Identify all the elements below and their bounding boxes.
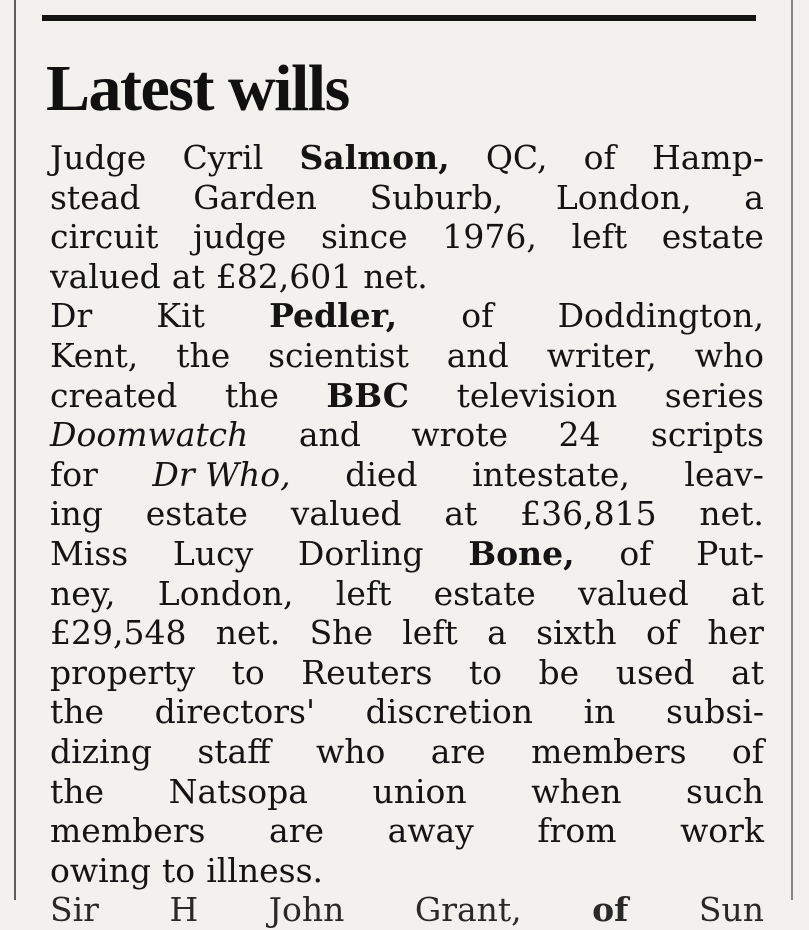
- headline: Latest wills: [46, 52, 349, 125]
- text-line: [50, 376, 764, 416]
- word: created: [50, 375, 178, 415]
- word: dizing: [50, 731, 152, 771]
- word: Suburb,: [369, 177, 504, 217]
- word: Sun: [698, 890, 764, 930]
- word: a: [487, 613, 507, 653]
- word: at: [731, 652, 764, 692]
- text-line: [50, 534, 764, 574]
- word: to: [231, 652, 265, 692]
- word: wrote: [411, 415, 509, 455]
- word: to: [162, 850, 196, 890]
- text-line: [50, 178, 764, 218]
- word: Grant,: [414, 890, 522, 930]
- word: owing: [50, 850, 152, 890]
- text-line: [50, 494, 764, 534]
- word: leav-: [684, 454, 764, 494]
- word: are: [269, 811, 325, 851]
- word: subsi-: [666, 692, 764, 732]
- word: Kent,: [50, 335, 139, 375]
- word: H: [169, 890, 199, 930]
- text-line: [50, 336, 764, 376]
- word: Cyril: [182, 138, 264, 177]
- word: and: [298, 415, 361, 455]
- word: Dr: [50, 296, 93, 336]
- word: Bone,: [468, 533, 575, 573]
- word: Garden: [193, 177, 317, 217]
- word: Natsopa: [168, 771, 308, 811]
- word: net.: [699, 494, 764, 534]
- word: £29,548: [50, 613, 187, 653]
- word: died: [345, 454, 418, 494]
- text-line: [50, 772, 764, 812]
- word: 24: [558, 415, 601, 455]
- word: since: [320, 217, 408, 257]
- text-line: [50, 653, 764, 693]
- word: ing: [50, 494, 103, 534]
- word: stead: [50, 177, 141, 217]
- word: estate: [433, 573, 536, 613]
- text-line: [50, 613, 764, 653]
- word: members: [531, 731, 687, 771]
- word: London,: [157, 573, 294, 613]
- word: union: [372, 771, 467, 811]
- word: net.: [215, 613, 281, 653]
- word: QC,: [485, 138, 548, 177]
- word: scripts: [650, 415, 764, 455]
- word: left: [402, 613, 458, 653]
- word: directors': [154, 692, 316, 732]
- word: Hamp-: [651, 138, 764, 177]
- word: Doddington,: [557, 296, 764, 336]
- word: left: [335, 573, 392, 613]
- word: such: [686, 771, 764, 811]
- text-line: [50, 732, 764, 772]
- word: the: [50, 771, 105, 811]
- word: at: [171, 256, 205, 296]
- word: when: [531, 771, 622, 811]
- word: work: [680, 811, 764, 851]
- text-line: [50, 455, 764, 495]
- word: valued: [578, 573, 689, 613]
- word: Reuters: [301, 652, 433, 692]
- word: Put-: [696, 533, 764, 573]
- text-line: [50, 574, 764, 614]
- word: be: [538, 652, 580, 692]
- word: Kit: [156, 296, 205, 336]
- word: Pedler,: [269, 296, 398, 336]
- word: valued: [50, 256, 161, 296]
- word: in: [583, 692, 616, 732]
- word: Judge: [50, 138, 147, 177]
- word: Dorling: [297, 533, 424, 573]
- text-line: [50, 138, 764, 178]
- text-line: [50, 851, 764, 891]
- word: sixth: [536, 613, 617, 653]
- word: writer,: [546, 335, 657, 375]
- word: Lucy: [172, 533, 254, 573]
- word: of: [461, 296, 494, 336]
- word: property: [50, 652, 196, 692]
- word: to: [468, 652, 503, 692]
- top-rule: [42, 15, 756, 21]
- word: estate: [661, 217, 764, 257]
- word: BBC: [326, 375, 410, 415]
- word: members: [50, 811, 206, 851]
- word: Dr Who,: [152, 454, 291, 494]
- article-body: [50, 138, 764, 930]
- word: Miss: [50, 533, 129, 573]
- word: her: [707, 613, 764, 653]
- word: for: [50, 454, 98, 494]
- word: television: [456, 375, 618, 415]
- word: John: [268, 890, 345, 930]
- word: scientist: [268, 335, 409, 375]
- word: discretion: [365, 692, 533, 732]
- word: staff: [197, 731, 271, 771]
- text-line: [50, 257, 764, 297]
- word: 1976,: [442, 217, 537, 257]
- word: the: [50, 692, 105, 732]
- word: ney,: [50, 573, 116, 613]
- word: estate: [145, 494, 248, 534]
- column-border-left: [14, 0, 16, 900]
- word: who: [316, 731, 386, 771]
- word: judge: [193, 217, 287, 257]
- word: of: [731, 731, 764, 771]
- word: away: [387, 811, 474, 851]
- word: She: [309, 613, 373, 653]
- word: the: [176, 335, 231, 375]
- word: the: [224, 375, 279, 415]
- text-line: [50, 296, 764, 336]
- word: of: [645, 613, 679, 653]
- word: of: [619, 533, 652, 573]
- word: £36,815: [520, 494, 657, 534]
- word: London,: [555, 177, 692, 217]
- word: illness.: [206, 850, 323, 890]
- word: who: [694, 335, 764, 375]
- word: valued: [290, 494, 402, 534]
- word: a: [744, 177, 764, 217]
- word: intestate,: [472, 454, 630, 494]
- word: are: [430, 731, 486, 771]
- text-line: [50, 890, 764, 930]
- text-line: [50, 811, 764, 851]
- word: series: [664, 375, 764, 415]
- word: circuit: [50, 217, 159, 257]
- word: from: [537, 811, 617, 851]
- word: of: [583, 138, 616, 177]
- word: at: [731, 573, 764, 613]
- text-line: [50, 692, 764, 732]
- word: used: [615, 652, 695, 692]
- text-line: [50, 217, 764, 257]
- word: Doomwatch: [50, 415, 249, 455]
- word: left: [571, 217, 628, 257]
- word: of: [592, 890, 629, 930]
- word: at: [444, 494, 478, 534]
- word: and: [446, 335, 509, 375]
- word: £82,601: [215, 256, 353, 296]
- word: Sir: [50, 890, 99, 930]
- word: Salmon,: [299, 138, 450, 177]
- word: net.: [363, 256, 428, 296]
- column-border-right: [791, 0, 793, 900]
- text-line: [50, 415, 764, 455]
